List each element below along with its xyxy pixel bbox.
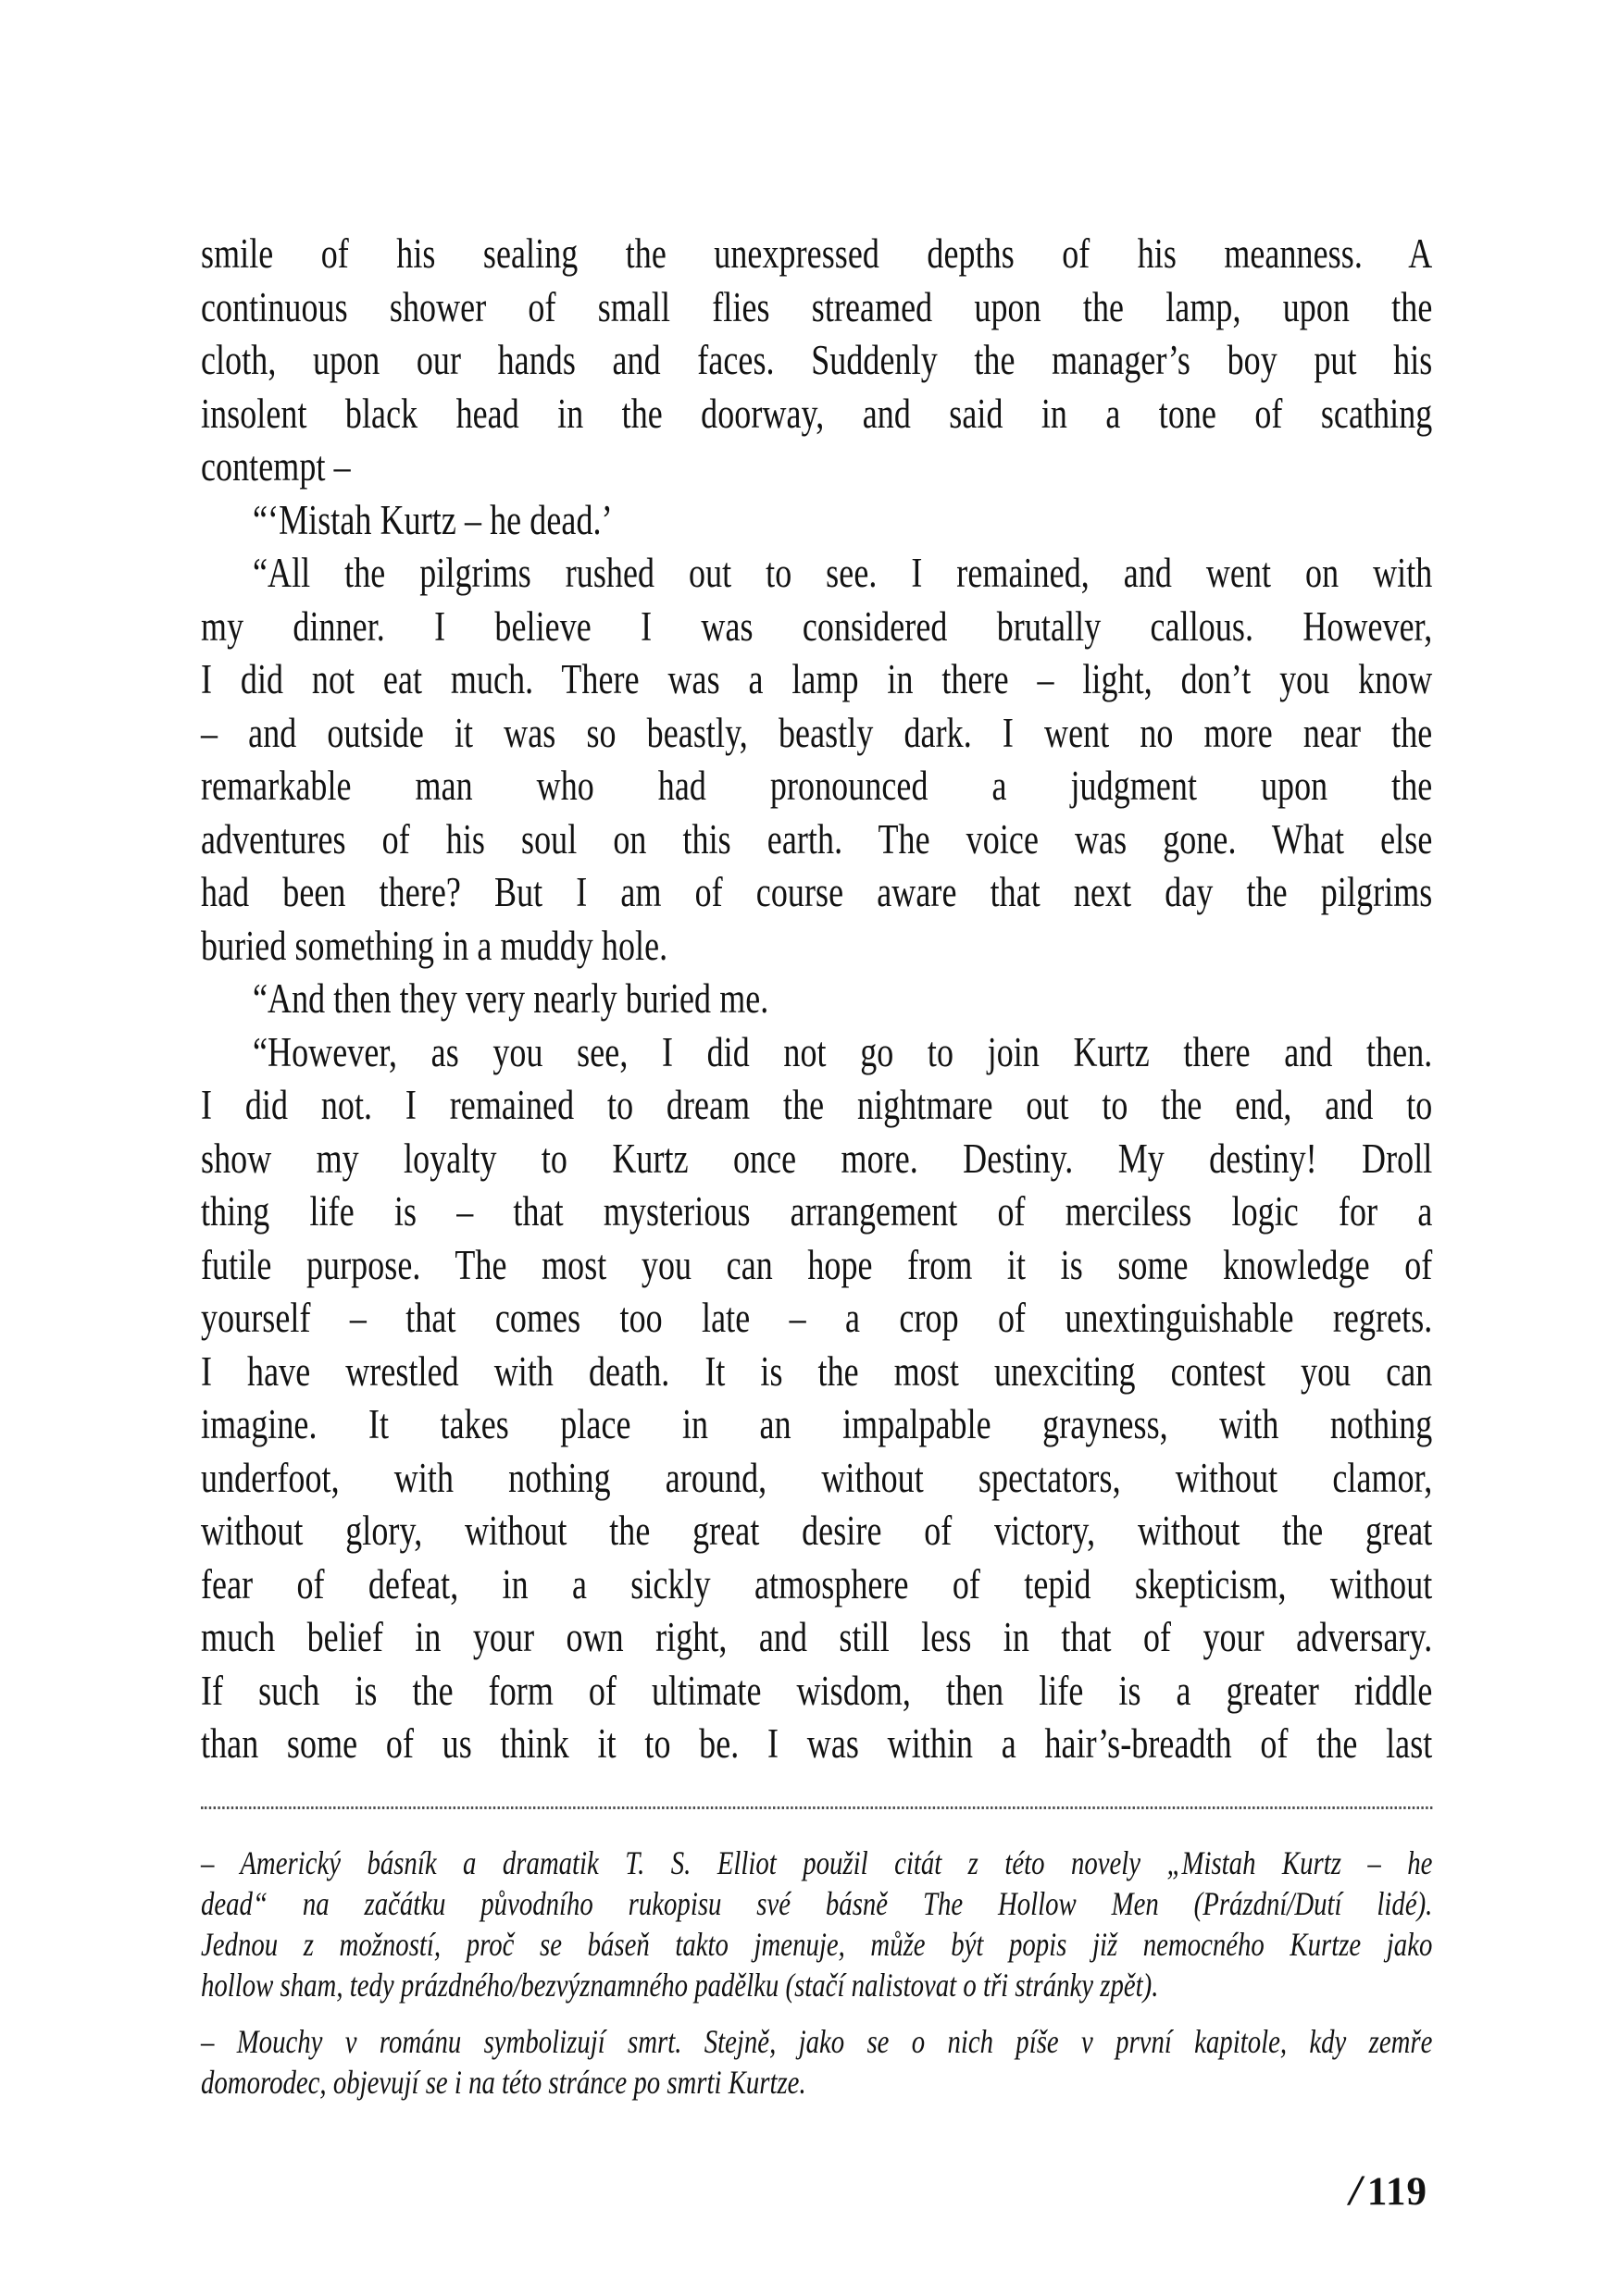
body-line: “However, as you see, I did not go to join Kurtz there and then. (252, 1028, 1433, 1075)
body-line: thing life is – that mysterious arrangement of merciless logic for a (201, 1188, 1433, 1235)
body-line: my dinner. I believe I was considered brutally callous. However, (201, 602, 1433, 650)
footnote-flies (201, 2021, 1432, 2103)
body-line: futile purpose. The most you can hope from it is some knowledge of (201, 1241, 1433, 1288)
body-line: had been there? But I am of course aware that next day the pilgrims (201, 869, 1433, 915)
body-line: buried something in a muddy hole. (201, 922, 668, 969)
footnote-line: domorodec, objevují se i na této stránce po smrti Kurtze. (201, 2063, 806, 2101)
body-line: “All the pilgrims rushed out to see. I remained, and went on with (252, 550, 1433, 596)
body-line: “And then they very nearly buried me. (252, 975, 769, 1022)
footnote-line: – Mouchy v románu symbolizují smrt. Stejně, jako se o nich píše v první kapitole, kdy zemře (201, 2022, 1433, 2060)
body-line: I did not eat much. There was a lamp in there – light, don’t you know (201, 656, 1433, 702)
body-line: contempt – (201, 443, 351, 490)
body-line: without glory, without the great desire of victory, without the great (201, 1508, 1433, 1554)
body-line: smile of his sealing the unexpressed depths of his meanness. A (201, 230, 1433, 277)
body-line: “‘Mistah Kurtz – he dead.’ (252, 496, 613, 543)
text-column (201, 228, 1432, 2118)
body-line: much belief in your own right, and still less in that of your adversary. (201, 1614, 1433, 1660)
footnote-line: hollow sham, tedy prázdného/bezvýznamného padělku (stačí nalistovat o tři stránky zpět). (201, 1966, 1159, 2004)
footnote-line: dead“ na začátku původního rukopisu své básně The Hollow Men (Prázdní/Dutí lidé). (201, 1884, 1433, 1922)
body-line: I have wrestled with death. It is the most unexciting contest you can (201, 1347, 1433, 1395)
body-line: remarkable man who had pronounced a judgment upon the (201, 763, 1433, 809)
body-line: I did not. I remained to dream the nightmare out to the end, and to (201, 1082, 1433, 1128)
footnote-separator (201, 1806, 1432, 1809)
body-line: than some of us think it to be. I was within a hair’s-breadth of the last (201, 1720, 1433, 1767)
body-line: – and outside it was so beastly, beastly dark. I went no more near the (201, 709, 1433, 756)
footnote-elliot (201, 1843, 1432, 2005)
body-line: cloth, upon our hands and faces. Suddenly the manager’s boy put his (201, 337, 1433, 383)
body-line: continuous shower of small flies streamed upon the lamp, upon the (201, 283, 1433, 330)
footnote-line: Jednou z možností, proč se báseň takto jmenuje, může být popis již nemocného Kurtze jako (201, 1925, 1433, 1963)
body-line: yourself – that comes too late – a crop of unextinguishable regrets. (201, 1295, 1433, 1341)
page-number-slash: / (1349, 2166, 1363, 2215)
page-number-value: 119 (1366, 2170, 1427, 2214)
body-line: insolent black head in the doorway, and said in a tone of scathing (201, 390, 1433, 437)
body-text (201, 228, 1432, 1771)
body-line: If such is the form of ultimate wisdom, then life is a greater riddle (201, 1667, 1433, 1714)
body-line: imagine. It takes place in an impalpable grayness, with nothing (201, 1401, 1433, 1447)
body-line: fear of defeat, in a sickly atmosphere of tepid skepticism, without (201, 1560, 1433, 1607)
body-line: underfoot, with nothing around, without spectators, without clamor, (201, 1454, 1433, 1501)
body-line: show my loyalty to Kurtz once more. Destiny. My destiny! Droll (201, 1135, 1433, 1182)
footnote-line: – Americký básník a dramatik T. S. Elliot použil citát z této novely „Mistah Kurtz – he (201, 1843, 1433, 1881)
body-line: adventures of his soul on this earth. The voice was gone. What else (201, 815, 1433, 863)
page-number (1350, 2166, 1427, 2215)
